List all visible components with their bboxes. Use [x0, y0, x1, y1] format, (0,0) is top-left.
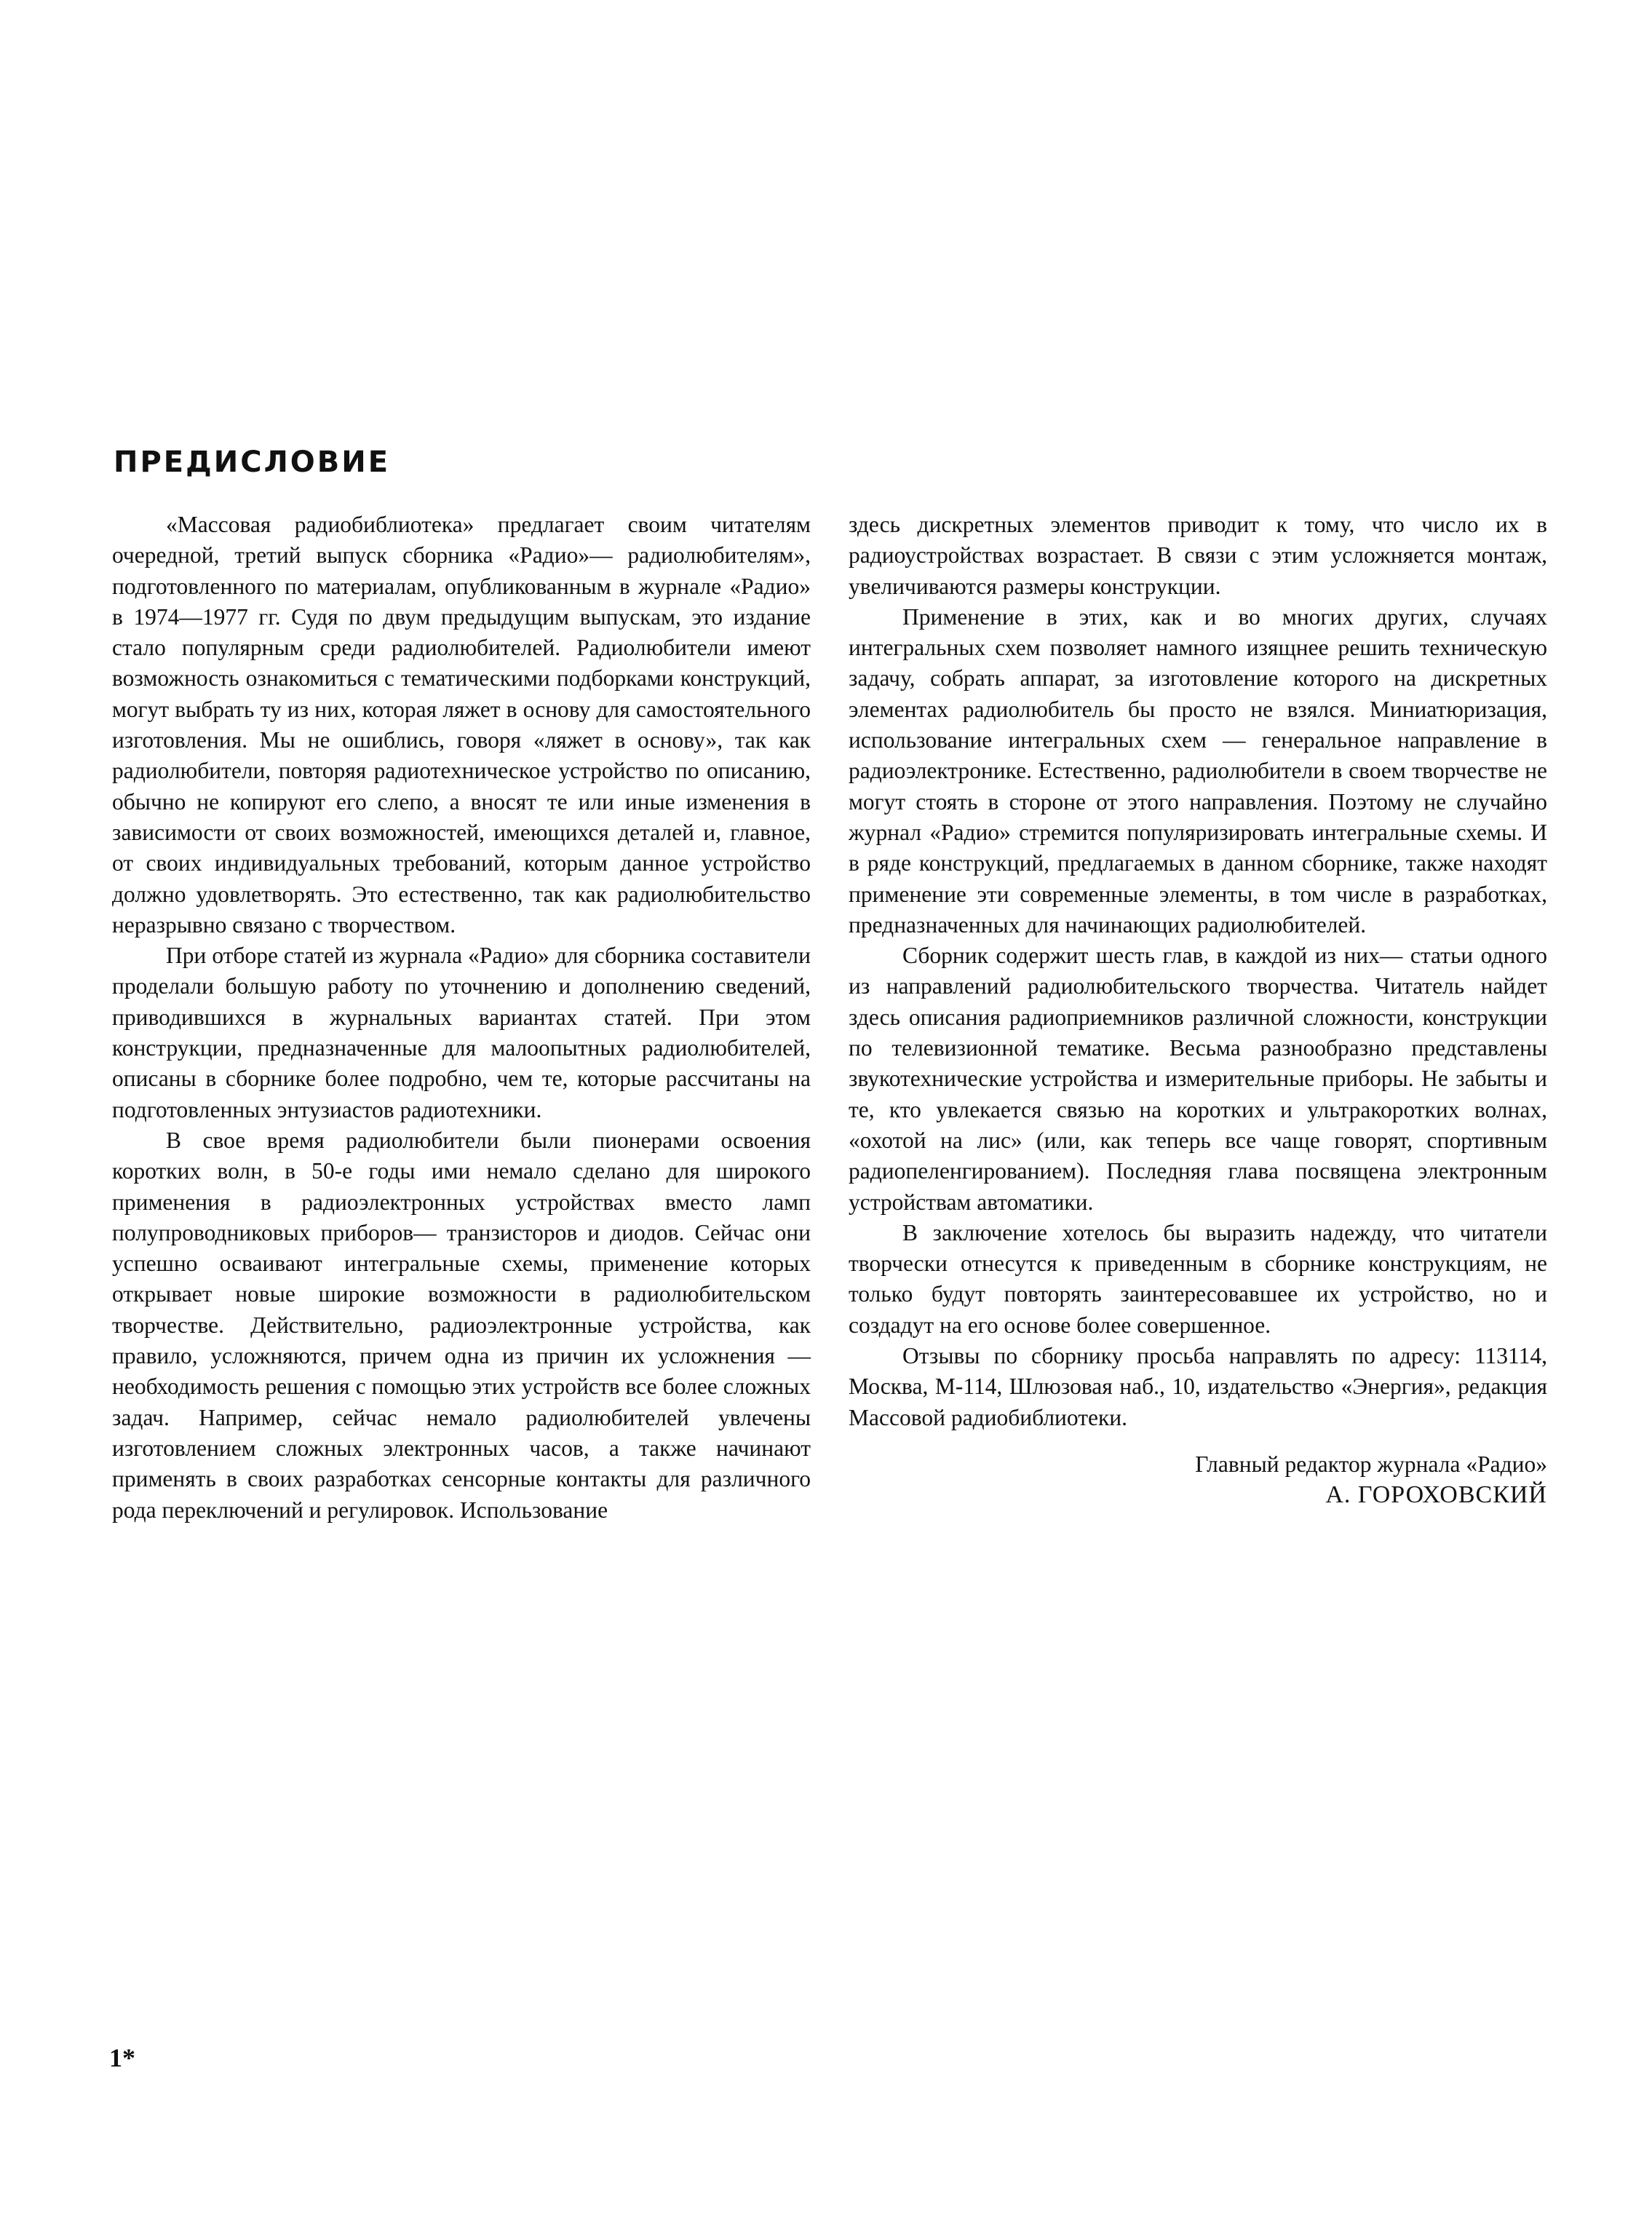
page-title: ПРЕДИСЛОВИЕ: [114, 445, 391, 479]
paragraph: При отборе статей из журнала «Радио» для сборника составители проделали большую работу по уточнению и дополнению сведений, приводившихся в журнальных вариантах статей. При этом конструкции, предназначенные для малоопытных радиолюбителей, описаны в сборнике более подробно, чем те, которые рассчитаны на подготовленных энтузиастов радиотехники.: [112, 943, 811, 1122]
paragraph: Сборник содержит шесть глав, в каждой из них— статьи одного из направлений радиолюбительского творчества. Читатель найдет здесь описания радиоприемников различной сложности, конструкции по телевизионной тематике. Весьма разнообразно представлены звукотехнические устройства и измерительные приборы. Не забыты и те, кто увлекается связью на коротких и ультракоротких волнах, «охотой на лис» (или, как теперь все чаще говорят, спортивным радиопеленгированием). Последняя глава посвящена электронным устройствам автоматики.: [849, 943, 1547, 1215]
signature-name: А. ГОРОХОВСКИЙ: [1325, 1481, 1547, 1508]
left-column: [112, 510, 811, 1526]
right-column: [849, 510, 1547, 1510]
paragraph: Применение в этих, как и во многих других, случаях интегральных схем позволяет намного изящнее решить техническую задачу, собрать аппарат, за изготовление которого на дискретных элементах радиолюбитель бы просто не взялся. Миниатюризация, использование интегральных схем — генеральное направление в радиоэлектронике. Естественно, радиолюбители в своем творчестве не могут стоять в стороне от этого направления. Поэтому не случайно журнал «Радио» стремится популяризировать интегральные схемы. И в ряде конструкций, предлагаемых в данном сборнике, также находят применение эти современные элементы, в том числе в разработках, предназначенных для начинающих радиолюбителей.: [849, 603, 1547, 938]
paragraph: В свое время радиолюбители были пионерами освоения коротких волн, в 50-е годы ими немало сделано для широкого применения в радиоэлектронных устройствах вместо ламп полупроводниковых приборов— транзисторов и диодов. Сейчас они успешно осваивают интегральные схемы, применение которых открывает новые широкие возможности в радиолюбительском творчестве. Действительно, радиоэлектронные устройства, как правило, усложняются, причем одна из причин их усложнения — необходимость решения с помощью этих устройств все более сложных задач. Например, сейчас немало радиолюбителей увлечены изготовлением сложных электронных часов, а также начинают применять в своих разработках сенсорные контакты для различного рода переключений и регулировок. Использование: [112, 1127, 811, 1523]
page-number: 1*: [109, 2043, 135, 2072]
paragraph: В заключение хотелось бы выразить надежду, что читатели творчески отнесутся к приведенным в сборнике конструкциям, не только будут повторять заинтересовавшее их устройство, но и создадут на его основе более совершенное.: [849, 1219, 1547, 1338]
paragraph-continuation: здесь дискретных элементов приводит к тому, что число их в радиоустройствах возрастает. В связи с этим усложняется монтаж, увеличиваются размеры конструкции.: [849, 512, 1547, 599]
signature: [849, 1449, 1547, 1510]
signature-title: Главный редактор журнала «Радио»: [1195, 1451, 1547, 1477]
paragraph: Отзывы по сборнику просьба направлять по адресу: 113114, Москва, М-114, Шлюзовая наб., 10, издательство «Энергия», редакция Массовой радиобиблиотеки.: [849, 1343, 1547, 1430]
paragraph: «Массовая радиобиблиотека» предлагает своим читателям очередной, третий выпуск сборника «Радио»— радиолюбителям», подготовленного по материалам, опубликованным в журнале «Радио» в 1974—1977 гг. Судя по двум предыдущим выпускам, это издание стало популярным среди радиолюбителей. Радиолюбители имеют возможность ознакомиться с тематическими подборками конструкций, могут выбрать ту из них, которая ляжет в основу для самостоятельного изготовления. Мы не ошиблись, говоря «ляжет в основу», так как радиолюбители, повторяя радиотехническое устройство по описанию, обычно не копируют его слепо, а вносят те или иные изменения в зависимости от своих возможностей, имеющихся деталей и, главное, от своих индивидуальных требований, которым данное устройство должно удовлетворять. Это естественно, так как радиолюбительство неразрывно связано с творчеством.: [112, 512, 811, 938]
